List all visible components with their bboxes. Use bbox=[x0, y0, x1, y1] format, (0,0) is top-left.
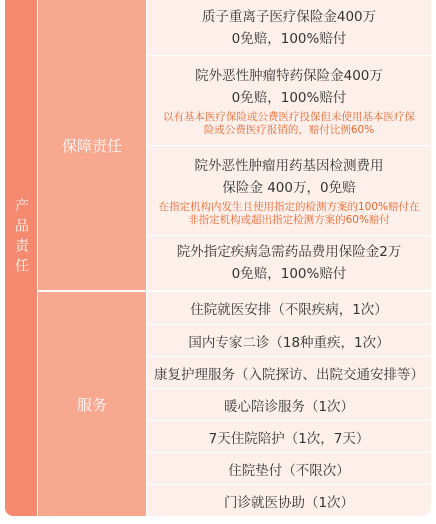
protection-item-title: 院外恶性肿瘤用药基因检测费用 bbox=[194, 157, 384, 174]
protection-item-terms: 0免赔，100%赔付 bbox=[231, 266, 347, 282]
service-item-label: 国内专家二诊（18种重疾，1次） bbox=[188, 334, 390, 351]
service-item bbox=[147, 453, 431, 484]
protection-item-title: 院外恶性肿瘤特药保险金400万 bbox=[195, 67, 383, 84]
protection-item-title: 质子重离子医疗保险金400万 bbox=[201, 8, 377, 25]
protection-item bbox=[147, 0, 431, 55]
protection-item-terms: 0免赔，100%赔付 bbox=[231, 89, 347, 106]
service-item bbox=[147, 292, 431, 324]
service-item-label: 住院垫付（不限次） bbox=[228, 462, 350, 479]
protection-label: 保障责任 bbox=[61, 136, 122, 155]
protection-item bbox=[147, 146, 431, 235]
service-item-label: 暖心陪诊服务（1次） bbox=[223, 398, 355, 415]
service-item bbox=[147, 325, 431, 356]
protection-item-note: 在指定机构内发生且使用指定的检测方案的100%赔付在非指定机构或超出指定检测方案的60%赔付 bbox=[158, 200, 420, 226]
service-item-label: 门诊就医协助（1次） bbox=[223, 494, 355, 511]
service-item-label: 住院就医安排（不限疾病，1次） bbox=[190, 302, 388, 318]
service-item bbox=[147, 485, 431, 516]
service-label: 服务 bbox=[76, 395, 107, 414]
protection-item-title: 院外指定疾病急需药品费用保险金2万 bbox=[176, 244, 402, 260]
protection-item-note: 以有基本医疗保险或公费医疗投保但未使用基本医疗保险或公费医疗报销的，赔付比例60% bbox=[163, 110, 415, 136]
service-item bbox=[147, 421, 431, 452]
service-item-label: 7天住院陪护（1次，7天） bbox=[208, 430, 370, 447]
protection-item bbox=[147, 56, 431, 145]
protection-item bbox=[147, 236, 431, 290]
service-item-label: 康复护理服务（入院探访、出院交通安排等） bbox=[154, 366, 424, 383]
section-label: 产品责任 bbox=[13, 198, 29, 278]
service-item bbox=[147, 389, 431, 420]
protection-item-terms: 0免赔，100%赔付 bbox=[231, 30, 347, 47]
service-item bbox=[147, 357, 431, 388]
protection-item-terms: 保险金 400万，0免赔 bbox=[222, 179, 356, 196]
